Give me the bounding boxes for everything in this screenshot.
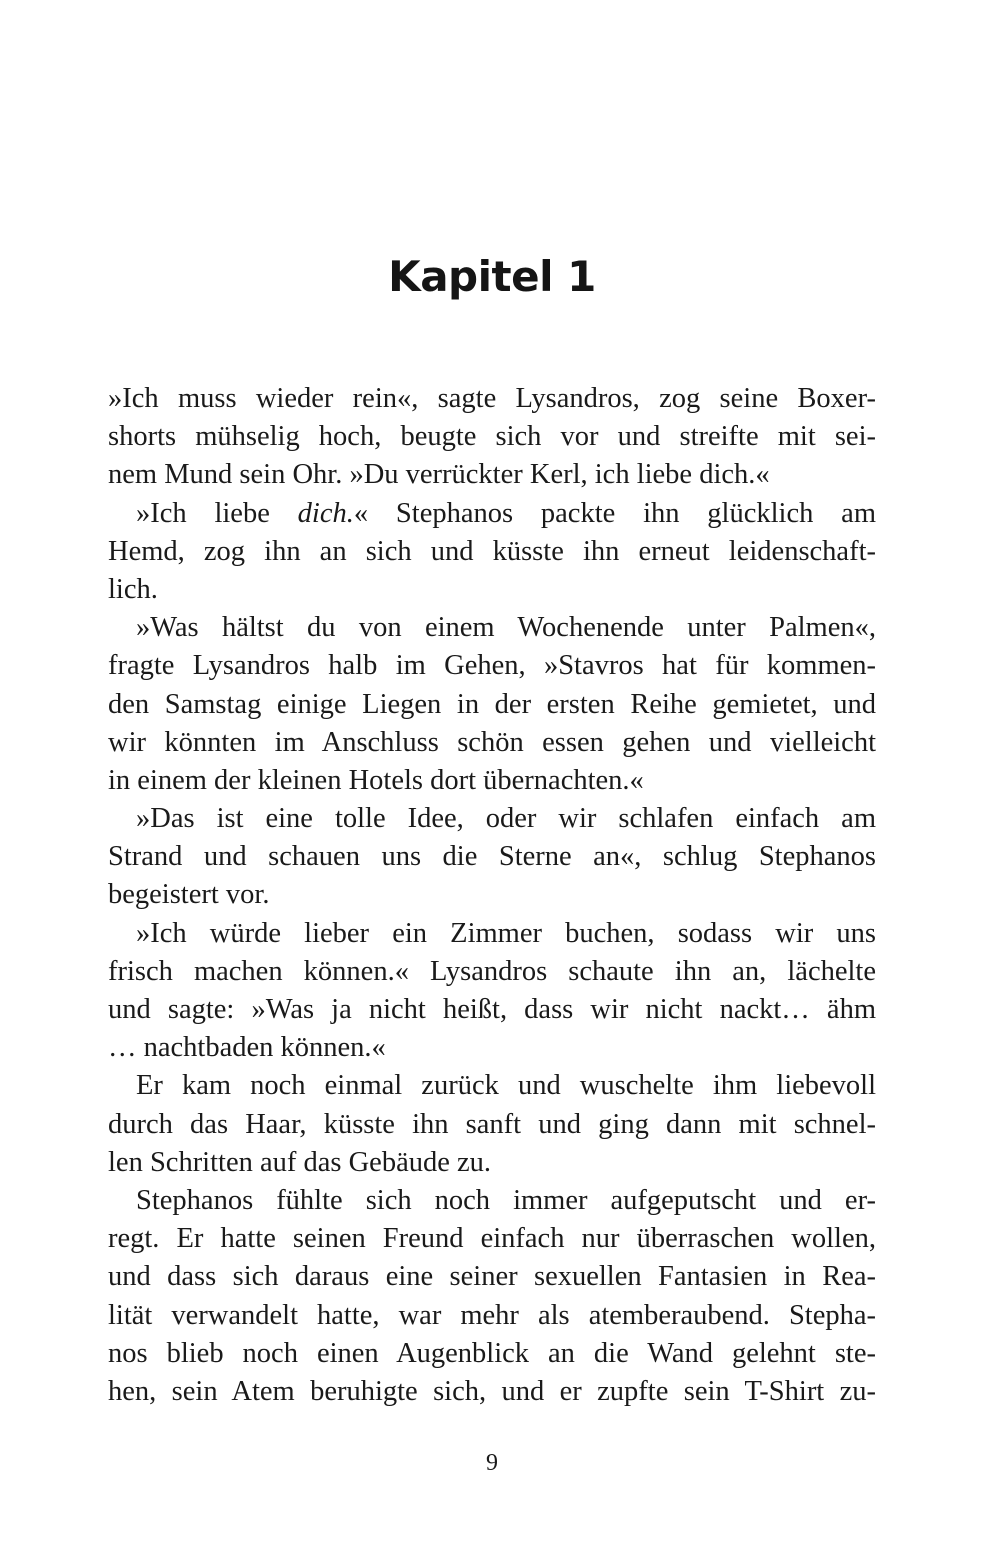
text-line: durch das Haar, küsste ihn sanft und ging dann mit schnel- [108,1108,876,1140]
text-line: shorts mühselig hoch, beugte sich vor und streifte mit sei- [108,421,876,453]
text-line [108,495,876,533]
text-line: frisch machen können.« Lysandros schaute ihn an, lächelte [108,955,876,987]
text-line: wir könnten im Anschluss schön essen gehen und vielleicht [108,726,876,758]
body-text [108,380,876,1411]
text-line: Stephanos fühlte sich noch immer aufgeputscht und er- [136,1184,876,1216]
text-line: »Was hältst du von einem Wochenende unter Palmen«, [136,612,876,644]
page-number: 9 [486,1450,498,1476]
text-line: hen, sein Atem beruhigte sich, und er zupfte sein T-Shirt zu- [108,1375,876,1407]
text-line: Hemd, zog ihn an sich und küsste ihn erneut leidenschaft- [108,535,876,567]
text-line: lich. [108,573,158,605]
text-line: Er kam noch einmal zurück und wuschelte ihm liebevoll [136,1070,876,1102]
text-line: »Ich muss wieder rein«, sagte Lysandros, zog seine Boxer- [108,383,876,414]
chapter-title: Kapitel 1 [388,252,596,301]
text-line: lität verwandelt hatte, war mehr als atemberaubend. Stepha- [108,1299,876,1331]
text-line: Strand und schauen uns die Sterne an«, schlug Stephanos [108,841,876,873]
text-fragment: »Ich liebe [136,497,298,529]
text-line: regt. Er hatte seinen Freund einfach nur überraschen wollen, [108,1223,876,1255]
text-line: nos blieb noch einen Augenblick an die Wand gelehnt ste- [108,1337,876,1369]
text-line: den Samstag einige Liegen in der ersten Reihe gemietet, und [108,688,876,720]
text-line: »Ich würde lieber ein Zimmer buchen, sodass wir uns [136,917,876,949]
text-fragment: « Stephanos packte ihn glücklich am [353,497,876,529]
text-line: … nachtbaden können.« [108,1032,386,1064]
text-line: »Das ist eine tolle Idee, oder wir schlafen einfach am [136,803,876,835]
text-line: len Schritten auf das Gebäude zu. [108,1146,492,1178]
text-line: fragte Lysandros halb im Gehen, »Stavros hat für kommen- [108,650,876,682]
emphasis-text: dich. [297,497,354,529]
text-line: und sagte: »Was ja nicht heißt, dass wir nicht nackt… ähm [108,994,876,1025]
text-line: nem Mund sein Ohr. »Du verrückter Kerl, ich liebe dich.« [108,459,770,491]
text-line: begeistert vor. [108,879,270,911]
text-line: in einem der kleinen Hotels dort übernachten.« [108,764,644,796]
text-line: und dass sich daraus eine seiner sexuellen Fantasien in Rea- [108,1261,876,1293]
